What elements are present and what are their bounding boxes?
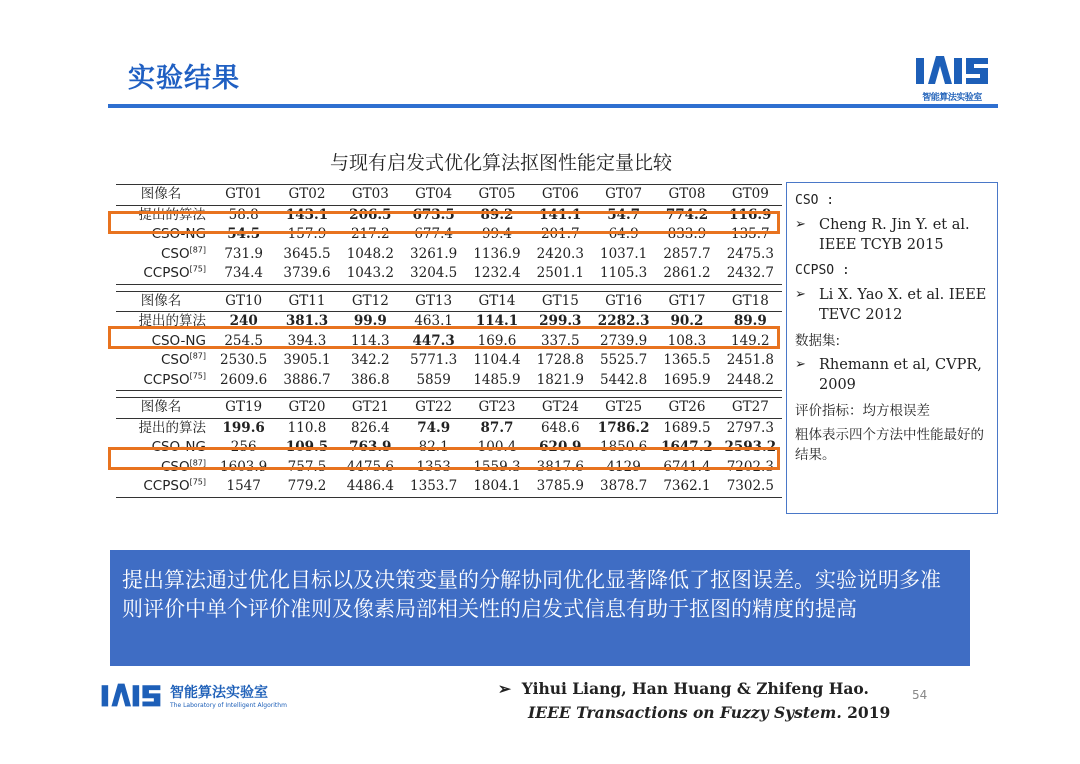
table-cell: 3905.1	[283, 352, 331, 368]
table-title: 与现有启发式优化算法抠图性能定量比较	[330, 152, 673, 174]
table-cell: 2861.2	[663, 265, 711, 281]
column-header: GT02	[275, 185, 338, 205]
table-cell: 2282.3	[597, 313, 650, 329]
citation-venue: IEEE Transactions on Fuzzy System.	[528, 703, 842, 722]
arrow-bullet-icon: ➢	[795, 357, 806, 372]
table-cell: 673.5	[412, 206, 455, 223]
method-label: CSO	[160, 458, 190, 475]
citation-superscript: [87]	[189, 351, 206, 361]
table-cell: 1850.6	[600, 439, 648, 455]
table-cell: 114.1	[475, 313, 519, 329]
citation-year: 2019	[847, 703, 891, 722]
table-cell: 1647.2	[661, 439, 713, 455]
citation-authors-line	[498, 677, 890, 701]
dataset-reference-text: Rhemann et al, CVPR, 2009	[819, 357, 982, 393]
table-cell: 1804.1	[473, 478, 521, 494]
table-cell: 1365.5	[663, 352, 711, 368]
table-cell: 2857.7	[663, 245, 711, 262]
column-header: GT27	[719, 398, 782, 418]
table-row	[116, 351, 782, 371]
cso-reference	[795, 215, 993, 255]
table-cell: 217.2	[350, 226, 390, 242]
table-cell: 342.2	[350, 352, 390, 368]
table-cell: 1695.9	[663, 371, 711, 388]
method-label: CCPSO	[143, 265, 190, 281]
column-header: GT06	[529, 185, 592, 205]
highlight-proposed-row-1	[108, 211, 780, 234]
method-label: CSO	[160, 245, 190, 262]
table-cell: 100.4	[477, 439, 517, 455]
table-cell: 5442.8	[600, 371, 648, 388]
table-cell: 2451.8	[726, 352, 774, 368]
column-header: GT11	[275, 292, 338, 312]
table-cell: 2501.1	[536, 265, 584, 281]
table-cell: 109.5	[285, 439, 329, 455]
table-cell: 2739.9	[600, 332, 648, 349]
table-cell: 169.6	[477, 332, 517, 349]
table-cell: 4129	[606, 458, 641, 475]
table-cell: 135.7	[730, 226, 770, 242]
method-name	[116, 245, 212, 265]
header-label: 图像名	[116, 292, 212, 312]
table-cell: 99.4	[481, 226, 512, 242]
table-cell: 7362.1	[663, 478, 711, 494]
table-cell: 199.6	[222, 419, 265, 436]
table-cell: 1689.5	[663, 419, 711, 436]
table-cell: 4486.4	[346, 478, 394, 494]
table-cell: 64.9	[608, 226, 639, 242]
table-cell: 734.4	[224, 265, 263, 281]
table-cell: 1603.9	[220, 458, 268, 475]
column-header: GT14	[465, 292, 528, 312]
table-cell: 114.3	[350, 332, 390, 349]
table-cell: 2797.3	[726, 419, 774, 436]
method-label: CCPSO	[143, 478, 190, 494]
table-cell: 74.9	[417, 419, 451, 436]
header-label: 图像名	[116, 398, 212, 418]
method-label: CSO-NG	[151, 332, 206, 349]
footer-logo	[100, 678, 300, 718]
table-cell: 2530.5	[220, 352, 268, 368]
table-row	[116, 245, 782, 265]
table-cell: 2475.3	[726, 245, 774, 262]
table-cell: 3886.7	[283, 371, 331, 388]
table-cell: 206.5	[349, 206, 392, 223]
table-cell: 1104.4	[473, 352, 521, 368]
cso-reference-text: Cheng R. Jin Y. et al. IEEE TCYB 2015	[819, 217, 970, 253]
column-header: GT19	[212, 398, 275, 418]
column-header: GT03	[339, 185, 402, 205]
table-header-row	[116, 292, 782, 312]
conclusion-banner: 提出算法通过优化目标以及决策变量的分解协同优化显著降低了抠图误差。实验说明多准则评价中单个评价准则及像素局部相关性的启发式信息有助于抠图的精度的提高	[110, 550, 970, 666]
table-row	[116, 371, 782, 391]
table-cell: 833.9	[667, 226, 707, 242]
method-name	[116, 264, 212, 284]
table-cell: 620.9	[539, 439, 582, 455]
table-cell: 2593.2	[724, 439, 777, 455]
column-header: GT16	[592, 292, 655, 312]
citation-superscript: [87]	[189, 458, 206, 467]
column-header: GT25	[592, 398, 655, 418]
method-name	[116, 418, 212, 438]
table-cell: 2432.7	[726, 265, 774, 281]
column-header: GT12	[339, 292, 402, 312]
lab-logo-icon	[100, 678, 162, 712]
table-cell: 2448.2	[726, 371, 774, 388]
table-cell: 1485.9	[473, 371, 521, 388]
ccpso-reference	[795, 285, 993, 325]
table-cell: 2420.3	[536, 245, 584, 262]
column-header: GT13	[402, 292, 465, 312]
table-cell: 1559.3	[473, 458, 521, 475]
column-header: GT23	[465, 398, 528, 418]
column-header: GT20	[275, 398, 338, 418]
table-header-row	[116, 185, 782, 205]
table-cell: 1353.7	[410, 478, 458, 494]
method-label: CCPSO	[143, 371, 190, 388]
table-cell: 90.2	[670, 313, 704, 329]
table-cell: 240	[229, 313, 258, 329]
highlight-proposed-row-3	[108, 447, 780, 470]
table-cell: 677.4	[414, 226, 453, 242]
column-header: GT04	[402, 185, 465, 205]
arrow-bullet-icon: ➢	[795, 217, 806, 232]
method-label: 提出的算法	[138, 313, 206, 329]
column-header: GT15	[529, 292, 592, 312]
page-number: 54	[912, 688, 928, 702]
table-cell: 1105.3	[600, 265, 648, 281]
dataset-label: 数据集:	[795, 333, 841, 349]
table-cell: 1232.4	[473, 265, 521, 281]
column-header: GT17	[655, 292, 718, 312]
table-cell: 3204.5	[410, 265, 458, 281]
citation-authors: Yihui Liang, Han Huang & Zhifeng Hao.	[521, 679, 869, 698]
ccpso-reference-text: Li X. Yao X. et al. IEEE TEVC 2012	[819, 287, 987, 323]
method-label: 提出的算法	[138, 419, 206, 436]
table-header-row	[116, 398, 782, 418]
lab-logo-icon	[914, 52, 990, 88]
citation-superscript: [75]	[189, 264, 206, 274]
table-cell: 2609.6	[220, 371, 268, 388]
results-table	[116, 185, 782, 284]
table-cell: 89.2	[480, 206, 514, 223]
table-cell: 82.1	[418, 439, 449, 455]
table-cell: 4475.6	[346, 458, 394, 475]
table-cell: 394.3	[287, 332, 327, 349]
table-cell: 99.9	[353, 313, 387, 329]
slide-title: 实验结果	[128, 63, 240, 94]
column-header: GT09	[719, 185, 782, 205]
table-cell: 5771.3	[410, 352, 458, 368]
table-cell: 110.8	[287, 419, 327, 436]
table-cell: 1786.2	[597, 419, 650, 436]
table-cell: 648.6	[540, 419, 580, 436]
reference-panel	[786, 182, 998, 514]
table-cell: 1821.9	[536, 371, 584, 388]
table-cell: 254.5	[224, 332, 263, 349]
column-header: GT01	[212, 185, 275, 205]
table-cell: 447.3	[412, 332, 455, 349]
citation-superscript: [87]	[189, 245, 206, 254]
arrow-bullet-icon: ➢	[795, 287, 806, 302]
column-header: GT21	[339, 398, 402, 418]
table-cell: 757.5	[287, 458, 327, 475]
method-name	[116, 371, 212, 391]
column-header: GT26	[655, 398, 718, 418]
table-cell: 157.9	[287, 226, 327, 242]
table-cell: 89.9	[733, 313, 767, 329]
table-cell: 3645.5	[283, 245, 331, 262]
table-cell: 763.9	[349, 439, 392, 455]
table-cell: 826.4	[350, 419, 390, 436]
table-cell: 381.3	[285, 313, 329, 329]
table-cell: 1547	[226, 478, 261, 494]
table-cell: 149.2	[730, 332, 770, 349]
table-cell: 5859	[416, 371, 451, 388]
table-cell: 3261.9	[410, 245, 458, 262]
table-cell: 6741.4	[663, 458, 711, 475]
column-header: GT05	[465, 185, 528, 205]
dataset-reference	[795, 355, 993, 395]
highlight-proposed-row-2	[108, 326, 780, 349]
column-header: GT18	[719, 292, 782, 312]
footer-logo-subtitle: The Laboratory of Intelligent Algorithm	[170, 702, 287, 709]
header-label: 图像名	[116, 185, 212, 205]
column-header: GT22	[402, 398, 465, 418]
table-block	[116, 184, 782, 285]
citation	[498, 677, 890, 725]
table-cell: 463.1	[414, 313, 453, 329]
table-cell: 141.1	[539, 206, 582, 223]
title-divider	[108, 104, 998, 108]
table-cell: 1353	[416, 458, 451, 475]
table-row	[116, 418, 782, 438]
table-cell: 1136.9	[473, 245, 521, 262]
table-cell: 1728.8	[536, 352, 584, 368]
table-cell: 143.1	[285, 206, 329, 223]
table-cell: 3878.7	[600, 478, 648, 494]
method-label: CSO-NG	[151, 226, 206, 242]
table-cell: 5525.7	[600, 352, 648, 368]
column-header: GT08	[655, 185, 718, 205]
table-cell: 7202.3	[726, 458, 774, 475]
column-header: GT07	[592, 185, 655, 205]
cso-label: CSO :	[795, 193, 835, 208]
ccpso-label: CCPSO :	[795, 263, 850, 278]
table-cell: 774.2	[665, 206, 709, 223]
method-name	[116, 351, 212, 371]
method-label: CSO	[160, 352, 190, 368]
table-cell: 116.9	[729, 206, 772, 223]
table-cell: 779.2	[287, 478, 327, 494]
table-cell: 299.3	[539, 313, 582, 329]
table-cell: 1037.1	[600, 245, 648, 262]
lab-logo	[914, 52, 990, 102]
table-cell: 3785.9	[536, 478, 584, 494]
table-cell: 201.7	[540, 226, 580, 242]
metric-text: 评价指标：均方根误差	[795, 403, 930, 419]
table-cell: 54.7	[607, 206, 641, 223]
table-cell: 3817.6	[536, 458, 584, 475]
method-label: 提出的算法	[138, 206, 206, 223]
table-cell: 1043.2	[346, 265, 394, 281]
citation-venue-line	[498, 701, 890, 725]
table-cell: 1048.2	[346, 245, 394, 262]
citation-superscript: [75]	[189, 371, 206, 380]
table-cell: 7302.5	[726, 478, 774, 494]
method-name	[116, 477, 212, 497]
arrow-bullet-icon: ➢	[498, 679, 522, 698]
table-cell: 337.5	[540, 332, 580, 349]
table-row	[116, 477, 782, 497]
table-row	[116, 264, 782, 284]
table-cell: 58.8	[228, 206, 259, 223]
lab-logo-caption: 智能算法实验室	[922, 93, 982, 103]
column-header: GT10	[212, 292, 275, 312]
bold-note: 粗体表示四个方法中性能最好的结果。	[795, 427, 984, 463]
table-cell: 87.7	[480, 419, 514, 436]
table-cell: 256	[230, 439, 257, 455]
table-cell: 3739.6	[283, 265, 331, 281]
table-cell: 54.5	[227, 226, 261, 242]
column-header: GT24	[529, 398, 592, 418]
citation-superscript: [75]	[189, 477, 206, 487]
table-cell: 731.9	[224, 245, 263, 262]
table-cell: 108.3	[667, 332, 707, 349]
table-cell: 386.8	[350, 371, 390, 388]
method-label: CSO-NG	[151, 439, 206, 455]
footer-logo-name: 智能算法实验室	[170, 685, 268, 701]
